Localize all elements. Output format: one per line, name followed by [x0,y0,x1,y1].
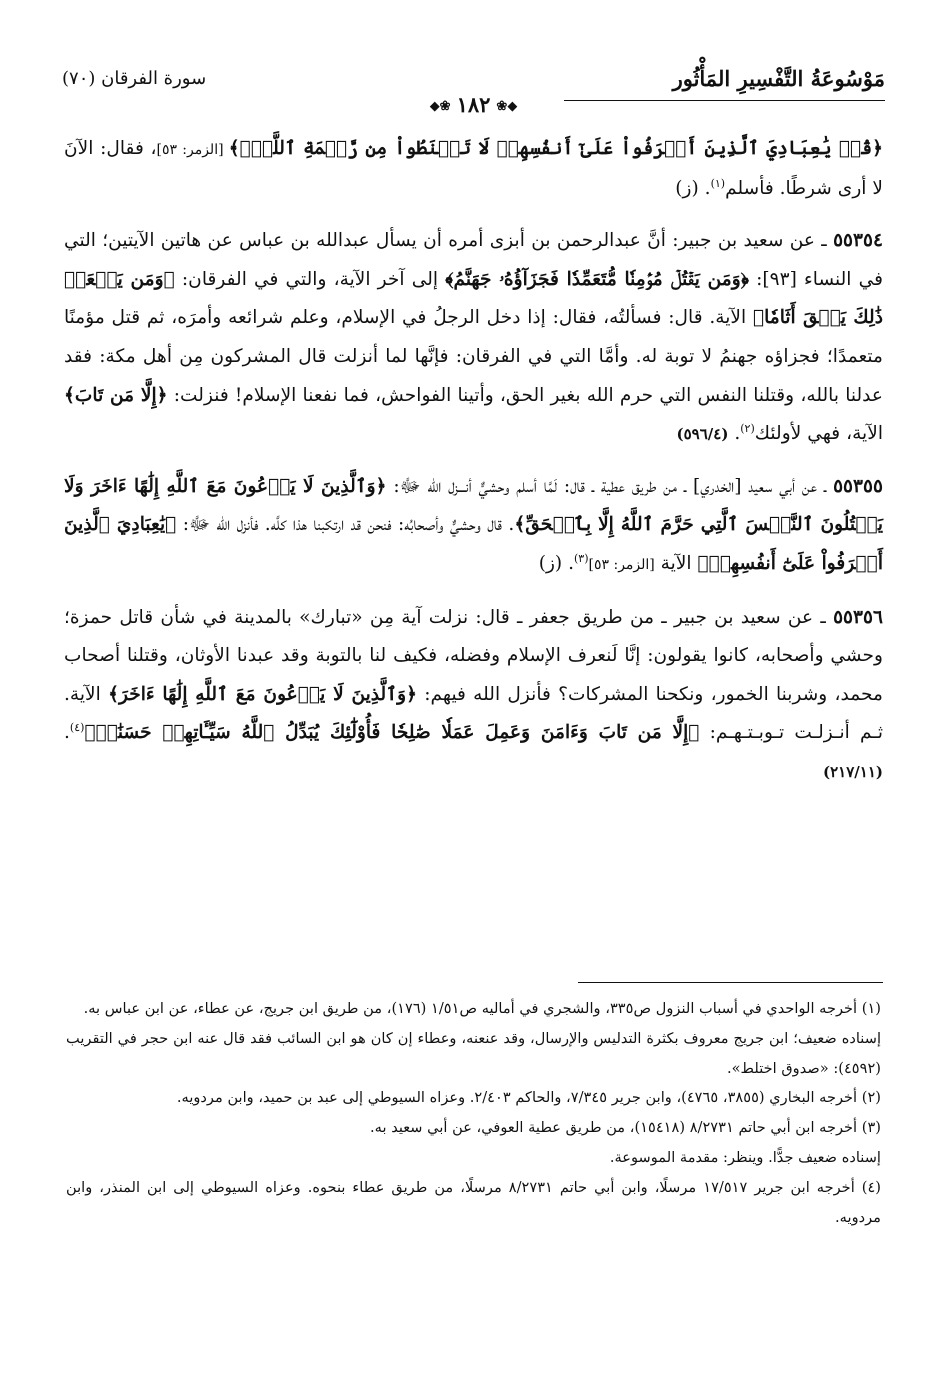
quran-quote: ﴿وَمَن يَقۡتُلۡ مُؤۡمِنٗا مُّتَعَمِّدٗا فَجَزَآؤُهُۥ جَهَنَّمُ﴾ [445,268,749,290]
footnotes [66,994,881,1232]
ornament-icon: ◆❀ [496,99,518,114]
paragraph [64,130,883,208]
running-header [62,66,885,122]
narration-number: ٥٥٣٥٤ [833,230,883,252]
text-run: . [64,722,70,744]
text-run: . قال وحشيٌّ وأصحابُه: فنحن قد ارتكبنا هذا كلَّه. فأنزل الله ﷻ: [176,514,515,536]
paragraph [64,468,883,585]
paragraph [64,599,883,792]
surah-label: سورة الفرقان (٧٠) [62,68,207,89]
quran-quote: ﴿وَمَن يَفۡعَلۡ ذَٰلِكَ يَلۡقَ أَثَامٗا﴾ [64,268,883,329]
text-run: ـ عن سعيد بن جبير: أنَّ عبدالرحمن بن أبزى أمره أن يسأل عبدالله بن عباس عن هاتين الآيتين؛ التي في النساء [٩٣]: [64,230,884,290]
footnote-marker: (٢) [740,421,755,435]
source-reference: (٢١٧/١١) [823,762,883,781]
text-run: الآية، فهي لأولئك [754,423,883,445]
source-reference: (٥٩٦/٤) [676,425,729,444]
footnote-rule [578,982,883,983]
quran-quote: ﴿وَٱلَّذِينَ لَا يَدۡعُونَ مَعَ ٱللَّهِ إِلَٰهًا ءَاخَرَ وَلَا يَقۡتُلُونَ ٱلنَّفۡسَ ٱلَّتِي حَرَّمَ ٱللَّهُ إِلَّا بِٱلۡحَقِّ﴾ [64,475,883,536]
paragraph [64,222,883,454]
footnote: (٣) أخرجه ابن أبي حاتم ٨/٢٧٣١ (١٥٤١٨)، من طريق عطية العوفي، عن أبي سعيد به. [370,1119,881,1137]
ornament-icon: ❀◆ [429,99,451,114]
footnote-marker: (٣) [574,551,589,565]
text-run: ـ عن سعيد بن جبير ـ من طريق جعفر ـ قال: نزلت آية مِن «تبارك» بالمدينة في شأن قاتل حمزة؛ وحشي وأصحابه، كانوا يقولون: إنَّا لَنعرف الإسلام وفضله، فكيف لنا بالتوبة وقد عبدنا الأوثان، وقتلنا أصحاب محمد، وشربنا الخمور، ونكحنا المشركات؟ فأنزل الله فيهم: [64,606,883,705]
quran-quote: ﴿إِلَّا مَن تَابَ وَءَامَنَ وَعَمِلَ عَمَلٗا صَٰلِحٗا فَأُوْلَٰٓئِكَ يُبَدِّلُ ٱللَّهُ سَيِّـَٔاتِهِمۡ حَسَنَٰتٖ﴾ [84,722,700,744]
header-rule-left [564,100,885,101]
footnote: (١) أخرجه الواحدي في أسباب النزول ص٣٣٥، والشجري في أماليه ص١/٥١ (١٧٦)، من طريق ابن جريج، عن عطاء، عن ابن عباس به. [83,1000,881,1017]
narration-number: ٥٥٣٥٥ [833,475,883,497]
footnote: إسناده ضعيف جدًّا. وينظر: مقدمة الموسوعة. [609,1148,881,1166]
narration-number: ٥٥٣٥٦ [833,606,883,628]
text-run: . (ز) [675,177,711,199]
quran-quote: ﴿وَٱلَّذِينَ لَا يَدۡعُونَ مَعَ ٱللَّهِ إِلَٰهًا ءَاخَرَ﴾ [108,683,417,705]
quran-quote: ﴿قُلۡ يَٰعِبَادِيَ ٱلَّذِينَ أَسۡرَفُواْ عَلَىٰٓ أَنفُسِهِمۡ لَا تَقۡنَطُواْ مِن رَّحۡمَةِ ٱللَّهِۚ﴾ [228,138,883,159]
text-run: إلى آخر الآية، والتي في الفرقان: [174,268,446,290]
verse-reference: [الزمر: ٥٣] [156,142,229,158]
page-number [424,92,524,117]
text-run: . [728,423,741,445]
footnote: (٢) أخرجه البخاري (٣٨٥٥، ٤٧٦٥)، وابن جرير ٧/٣٤٥، والحاكم ٢/٤٠٣. وعزاه السيوطي إلى عبد بن حميد، وابن مردويه. [176,1089,881,1107]
verse-reference: [الزمر: ٥٣] [588,556,655,573]
book-title: مَوْسُوعَةُ التَّفْسِيرِ المَأْثُور [672,66,885,91]
quran-quote: ﴿إِلَّا مَن تَابَ﴾ [64,384,168,406]
main-text [64,130,883,792]
text-run: . (ز) [538,552,574,574]
footnote: (٤) أخرجه ابن جرير ١٧/٥١٧ مرسلًا، وابن أبي حاتم ٨/٢٧٣١ مرسلًا، من طريق عطاء بنحوه. وعزاه السيوطي إلى ابن المنذر، وابن مردويه. [66,1178,881,1226]
text-run: ـ عن أبي سعيد [الخدري] ـ من طريق عطية ـ قال: لَمَّا أسلم وحشيٌّ أنـــزل الله ﷻ: [386,475,834,497]
footnote-marker: (٤) [69,721,85,735]
text-run: ، فقال: الآنَ لا أرى شرطًا. فأسلم [64,138,883,199]
quran-quote: ﴿يَٰعِبَادِيَ ٱلَّذِينَ أَسۡرَفُواْ عَلَىٰٓ أَنفُسِهِمۡ﴾ [64,514,883,574]
text-run: الآية. قال: فسألتُه، فقال: إذا دخل الرجلُ في الإسلام، وعلم شرائعه وأمرَه، ثم قتل مؤمنًا متعمدًا؛ فجزاؤه جهنمُ لا توبة له. وأمَّا التي في الفرقان: فإنَّها لما أنزلت قال المشركون مِن أهل مكة: فقد عدلنا بالله، وقتلنا النفس التي حرم الله بغير الحق، وأتينا الفواحش، فما نفعنا الإسلام! فنزلت: [64,307,883,406]
text-run: الآية [654,552,698,574]
page-number-value: ١٨٢ [456,92,491,117]
footnote: إسناده ضعيف؛ ابن جريج معروف بكثرة التدليس والإرسال، وقد عنعنه، وعطاء إن كان هو ابن السائب فقد قال عنه ابن حجر في التقريب (٤٥٩٢): «صدوق اختلط». [66,1029,881,1077]
footnote-marker: (١) [710,176,726,190]
text-run: الآية. ثـم أنـزلـت تـوبـتـهـم: [64,683,883,744]
